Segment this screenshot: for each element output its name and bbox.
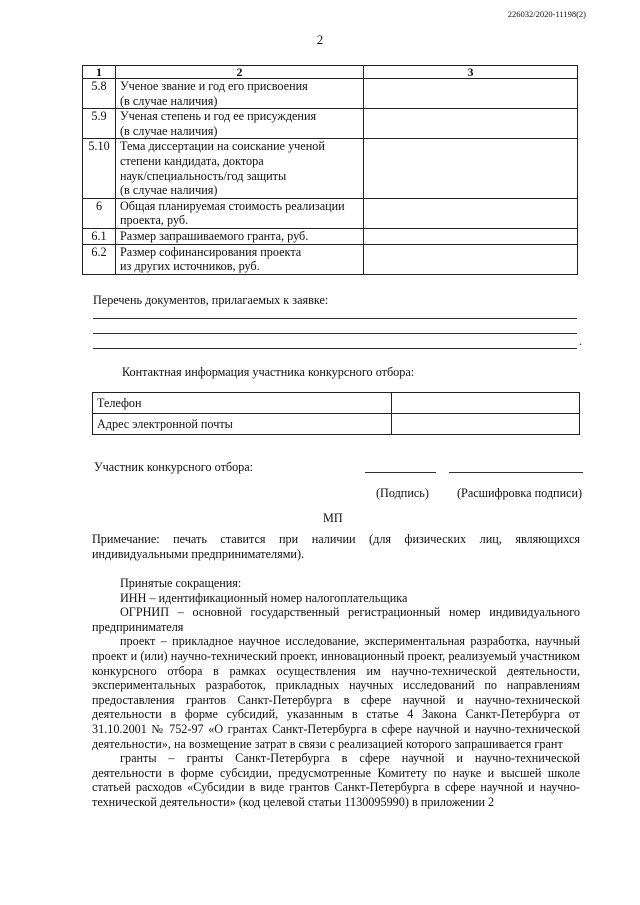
signature-line[interactable]: [365, 472, 436, 473]
row-number: 5.10: [83, 139, 116, 198]
signature-label: (Подпись): [376, 486, 429, 500]
row-label-line: (в случае наличия): [120, 183, 218, 198]
row-label-line: (в случае наличия): [120, 93, 218, 108]
table-row: [93, 414, 580, 435]
contact-table: [92, 392, 580, 435]
application-table: [82, 65, 578, 275]
note-paragraph: [92, 532, 580, 561]
row-label-line: Размер запрашиваемого гранта, руб.: [120, 228, 309, 243]
note-text: Примечание: печать ставится при наличии (для физических лиц, являющихся индивидуальными предпринимателями).: [92, 532, 580, 561]
table-row: [83, 139, 578, 198]
row-label: [116, 139, 364, 198]
column-header: 1: [83, 66, 116, 79]
abbreviation-grants: гранты – гранты Санкт-Петербурга в сфере научной и научно-технической деятельности в форме субсидии, предусмотренные Комитету по науке и высшей школе статьей расходов «Субсидии в виде грантов Санкт-Петербурга в сфере научной и научно-технической деятельности» (код целевой статьи 1130095990) в приложении 2: [92, 751, 580, 809]
phone-label: Телефон: [93, 393, 392, 414]
documents-line[interactable]: [93, 333, 577, 334]
table-row: [83, 198, 578, 228]
row-label-line: Размер софинансирования проекта: [120, 244, 302, 259]
row-label-line: Ученая степень и год ее присуждения: [120, 109, 317, 124]
table-header-row: [83, 66, 578, 79]
row-label-line: Ученое звание и год его присвоения: [120, 79, 308, 93]
row-label: [116, 109, 364, 139]
abbreviation-ogrnip: ОГРНИП – основной государственный регистрационный номер индивидуального предпринимателя: [92, 605, 580, 634]
documents-line[interactable]: [93, 318, 577, 319]
row-value-cell[interactable]: [364, 198, 578, 228]
row-label-line: из других источников, руб.: [120, 259, 260, 274]
table-row: [83, 109, 578, 139]
row-label-line: (в случае наличия): [120, 123, 218, 138]
abbreviation-inn: ИНН – идентификационный номер налогоплательщика: [120, 590, 408, 605]
table-row: [83, 244, 578, 274]
row-value-cell[interactable]: [364, 228, 578, 244]
column-header: 3: [364, 66, 578, 79]
documents-line[interactable]: [93, 348, 577, 349]
row-number: 6: [83, 198, 116, 228]
row-value-cell[interactable]: [364, 79, 578, 109]
abbreviation-project: проект – прикладное научное исследование, экспериментальная разработка, научный проект и (или) научно-технический проект, инновационный проект, реализуемый участником конкурсного отбора в рамках осуществления им научно-технической деятельности, экспериментальных разработок, прикладных научных исследований по направлениям предоставления грантов Санкт-Петербурга в сфере научной и научно-технической деятельности в форме субсидий, указанным в статье 4 Закона Санкт-Петербурга от 31.10.2001 № 752-97 «О грантах Санкт-Петербурга в сфере научной и научно-технической деятельности», на возмещение затрат в связи с реализацией которого запрашивается грант: [92, 634, 580, 751]
row-label-line: наук/специальность/год защиты: [120, 168, 287, 183]
row-label-line: степени кандидата, доктора: [120, 153, 264, 168]
email-label: Адрес электронной почты: [93, 414, 392, 435]
row-value-cell[interactable]: [364, 244, 578, 274]
contact-title: Контактная информация участника конкурсного отбора:: [122, 365, 415, 379]
abbreviations-title: Принятые сокращения:: [120, 576, 242, 590]
table-row: [83, 228, 578, 244]
documents-label: Перечень документов, прилагаемых к заявке:: [93, 293, 329, 307]
row-label-line: проекта, руб.: [120, 213, 189, 228]
row-label-line: Общая планируемая стоимость реализации: [120, 198, 345, 213]
document-id: 226032/2020-11198(2): [507, 9, 586, 19]
documents-end-mark: .: [579, 334, 583, 348]
row-number: 6.2: [83, 244, 116, 274]
page-number: 2: [316, 32, 324, 47]
participant-label: Участник конкурсного отбора:: [94, 460, 254, 474]
column-header: 2: [116, 66, 364, 79]
row-label: [116, 198, 364, 228]
row-label: [116, 79, 364, 109]
row-number: 5.8: [83, 79, 116, 109]
abbreviations-section: [92, 576, 580, 810]
row-label: [116, 244, 364, 274]
table-row: [93, 393, 580, 414]
signature-decode-label: (Расшифровка подписи): [457, 486, 583, 500]
phone-value-cell[interactable]: [392, 393, 580, 414]
row-number: 6.1: [83, 228, 116, 244]
row-value-cell[interactable]: [364, 109, 578, 139]
row-label-line: Тема диссертации на соискание ученой: [120, 139, 325, 154]
table-row: [83, 79, 578, 109]
row-label: [116, 228, 364, 244]
email-value-cell[interactable]: [392, 414, 580, 435]
row-value-cell[interactable]: [364, 139, 578, 198]
row-number: 5.9: [83, 109, 116, 139]
decode-line[interactable]: [449, 472, 583, 473]
stamp-label: МП: [323, 511, 343, 525]
